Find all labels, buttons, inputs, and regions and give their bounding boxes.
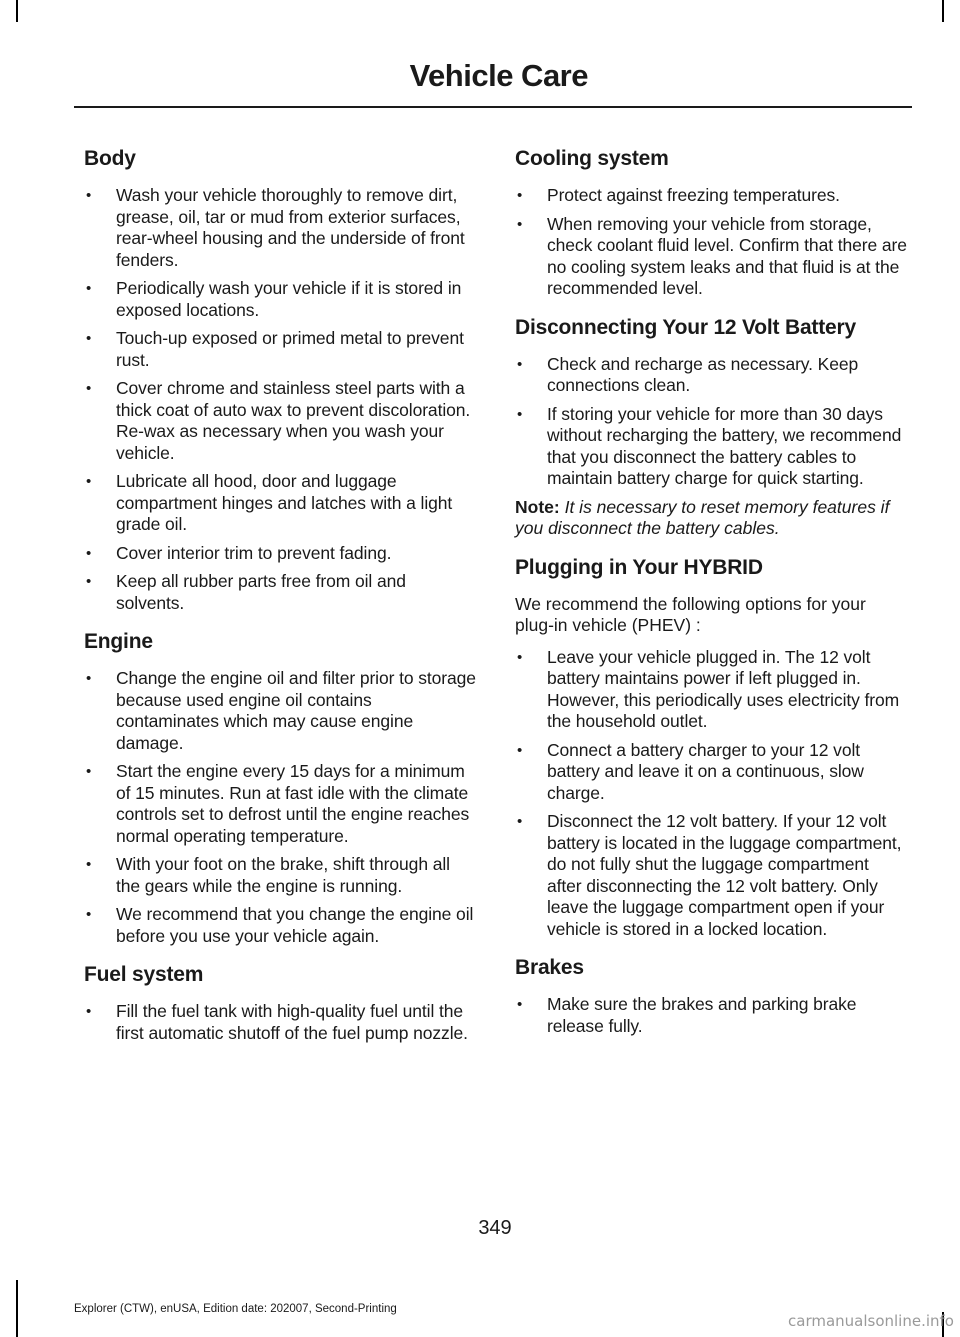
section-heading: Disconnecting Your 12 Volt Battery bbox=[515, 315, 856, 339]
list-item: • Fill the fuel tank with high-quality fuel until the first automatic shutoff of the fuel pump nozzle. bbox=[84, 1001, 476, 1044]
list-item: • When removing your vehicle from storage, check coolant fluid level. Confirm that there are no cooling system leaks and that fluid is at the recommended level. bbox=[515, 214, 907, 300]
section-heading: Brakes bbox=[515, 956, 584, 979]
list-item: • Make sure the brakes and parking brake release fully. bbox=[515, 994, 907, 1037]
list-item: • Protect against freezing temperatures. bbox=[515, 185, 907, 207]
bullet-list bbox=[84, 1001, 476, 1044]
section-hybrid bbox=[515, 554, 907, 941]
left-column bbox=[84, 145, 476, 1058]
note-label: Note: bbox=[515, 496, 560, 517]
list-item: • If storing your vehicle for more than 30 days without recharging the battery, we recommend that you disconnect the battery cables to maintain battery charge for quick starting. bbox=[515, 404, 907, 490]
section-cooling-system bbox=[515, 145, 907, 300]
section-fuel-system bbox=[84, 961, 476, 1044]
section-body bbox=[84, 145, 476, 614]
note-text: It is necessary to reset memory features if you disconnect the battery cables. bbox=[515, 496, 890, 538]
footer-edition: Explorer (CTW), enUSA, Edition date: 202007, Second-Printing bbox=[74, 1303, 397, 1315]
list-item: • Disconnect the 12 volt battery. If your 12 volt battery is located in the luggage compartment, do not fully shut the luggage compartment after disconnecting the 12 volt battery. Only leave the luggage compartment open if your vehicle is stored in a locked location. bbox=[515, 811, 907, 940]
crop-mark-bottom-left bbox=[16, 1280, 18, 1337]
section-battery bbox=[515, 314, 907, 540]
page-title: Vehicle Care bbox=[409, 58, 588, 93]
list-item: • With your foot on the brake, shift through all the gears while the engine is running. bbox=[84, 854, 476, 897]
section-brakes bbox=[515, 954, 907, 1037]
list-item: • Leave your vehicle plugged in. The 12 volt battery maintains power if left plugged in. However, this periodically uses electricity from the household outlet. bbox=[515, 647, 907, 733]
bullet-list bbox=[84, 185, 476, 614]
list-item: • Touch-up exposed or primed metal to prevent rust. bbox=[84, 328, 476, 371]
bullet-list bbox=[515, 647, 907, 941]
bullet-list bbox=[515, 994, 907, 1037]
section-heading: Cooling system bbox=[515, 147, 669, 170]
right-column bbox=[515, 145, 907, 1051]
list-item: • Cover chrome and stainless steel parts with a thick coat of auto wax to prevent discoloration. Re-wax as necessary when you wash your vehicle. bbox=[84, 378, 476, 464]
list-item: • Start the engine every 15 days for a minimum of 15 minutes. Run at fast idle with the climate controls set to defrost until the engine reaches normal operating temperature. bbox=[84, 761, 476, 847]
list-item: • Connect a battery charger to your 12 volt battery and leave it on a continuous, slow charge. bbox=[515, 740, 907, 805]
section-heading: Plugging in Your HYBRID bbox=[515, 555, 763, 579]
section-engine bbox=[84, 628, 476, 947]
watermark: carmanualsonline.info bbox=[788, 1312, 954, 1330]
list-item: • Cover interior trim to prevent fading. bbox=[84, 543, 476, 565]
bullet-list bbox=[84, 668, 476, 947]
list-item: • Wash your vehicle thoroughly to remove dirt, grease, oil, tar or mud from exterior surfaces, rear-wheel housing and the underside of front fenders. bbox=[84, 185, 476, 271]
section-heading: Fuel system bbox=[84, 963, 204, 986]
crop-mark-top-right bbox=[942, 0, 944, 22]
bullet-list bbox=[515, 354, 907, 490]
page-number: 349 bbox=[478, 1217, 512, 1239]
list-item: • Lubricate all hood, door and luggage compartment hinges and latches with a light grade oil. bbox=[84, 471, 476, 536]
section-heading: Body bbox=[84, 147, 136, 170]
list-item: • Check and recharge as necessary. Keep connections clean. bbox=[515, 354, 907, 397]
crop-mark-top-left bbox=[16, 0, 18, 22]
section-heading: Engine bbox=[84, 630, 153, 653]
bullet-list bbox=[515, 185, 907, 300]
intro-paragraph: We recommend the following options for your plug-in vehicle (PHEV) : bbox=[515, 593, 866, 635]
note bbox=[515, 497, 907, 540]
list-item: • Periodically wash your vehicle if it is stored in exposed locations. bbox=[84, 278, 476, 321]
list-item: • Keep all rubber parts free from oil and solvents. bbox=[84, 571, 476, 614]
list-item: • Change the engine oil and filter prior to storage because used engine oil contains contaminates which may cause engine damage. bbox=[84, 668, 476, 754]
list-item: • We recommend that you change the engine oil before you use your vehicle again. bbox=[84, 904, 476, 947]
header-rule bbox=[74, 106, 912, 108]
